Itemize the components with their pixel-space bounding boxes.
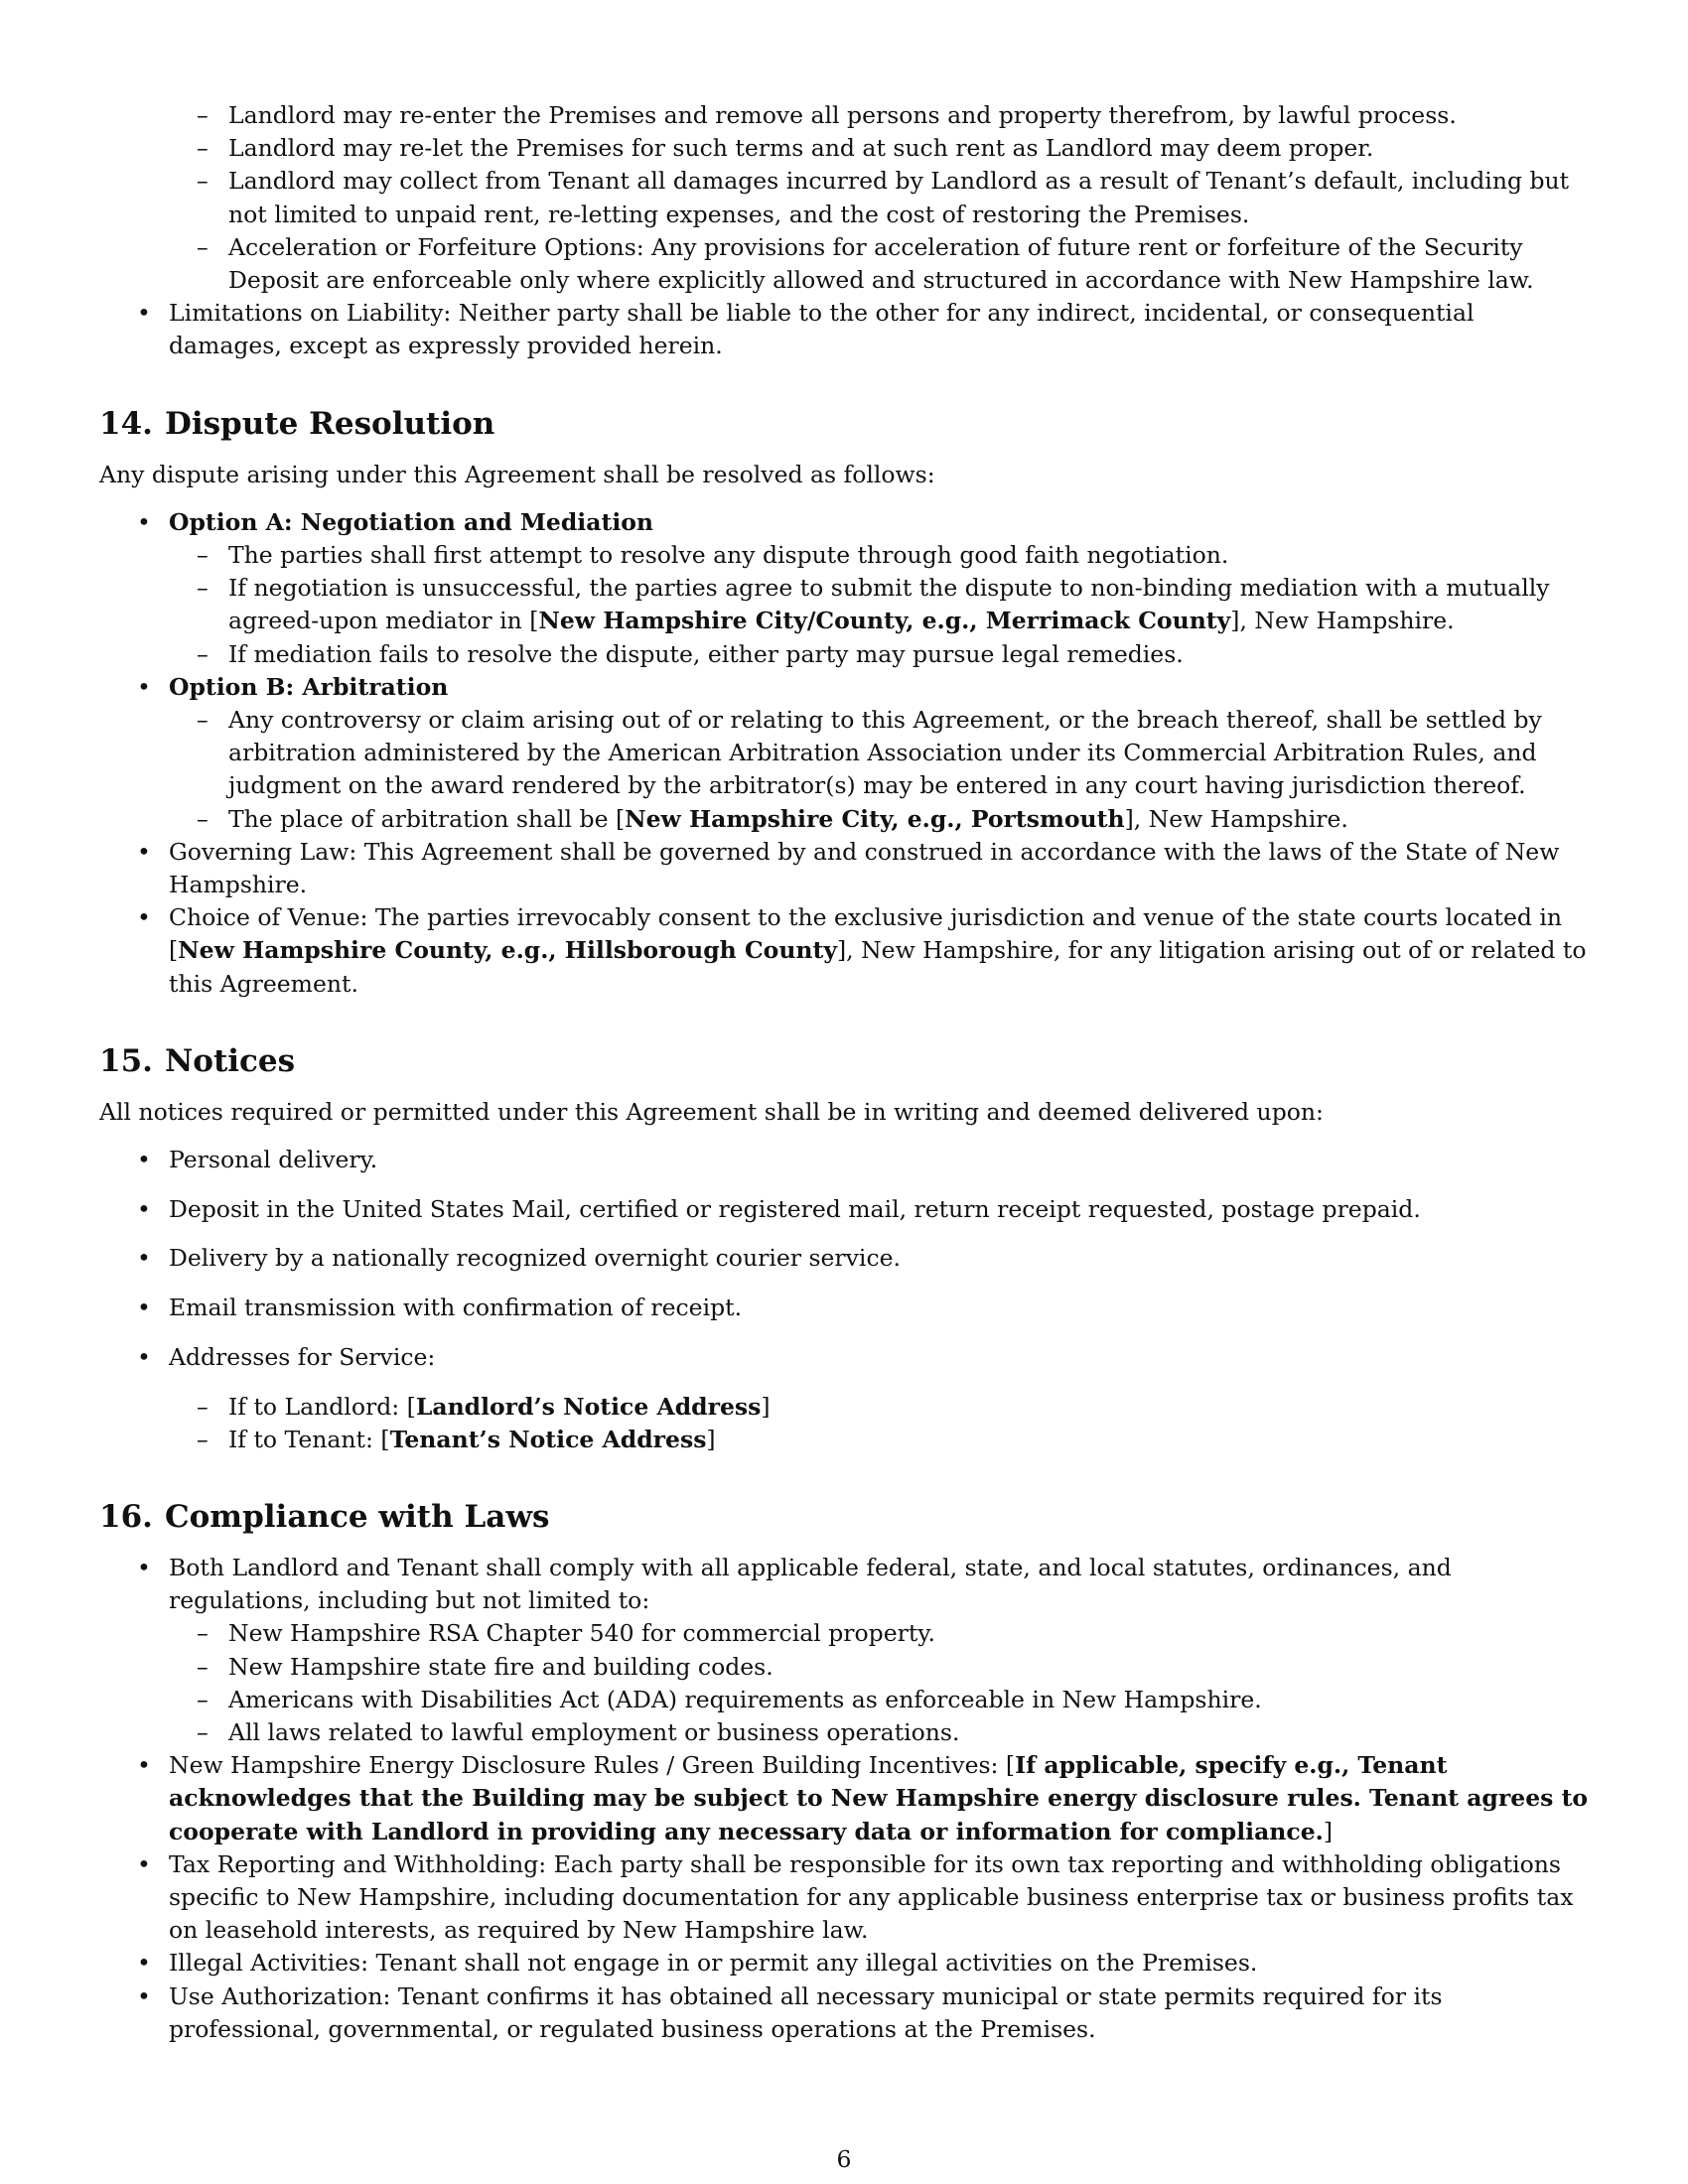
list-item: – Americans with Disabilities Act (ADA) requirements as enforceable in New Hampshire. [169,1684,1589,1716]
page-number: 6 [836,2145,852,2173]
list-item: – The place of arbitration shall be [New Hampshire City, e.g., Portsmouth], New Hampshire. [169,803,1589,836]
list-item: • Illegal Activities: Tenant shall not engage in or permit any illegal activities on the Premises. [99,1947,1589,1979]
list-item: • Choice of Venue: The parties irrevocably consent to the exclusive jurisdiction and venue of the state courts located in [New Hampshire County, e.g., Hillsborough County], New Hampshire, for any litigation arising out of or related to this Agreement. [99,901,1589,1001]
notices-list [99,1144,1589,1456]
list-item: – If negotiation is unsuccessful, the parties agree to submit the dispute to non-binding mediation with a mutually agreed-upon mediator in [New Hampshire City/County, e.g., Merrimack County], New Hampshire. [169,572,1589,637]
section-heading-14: 14. Dispute Resolution [99,405,495,442]
document-page [99,99,1589,2046]
placeholder-field: If applicable, specify e.g., Tenant acknowledges that the Building may be subject to New Hampshire energy disclosure rules. Tenant agrees to cooperate with Landlord in providing any necessary data or information for compliance. [169,1751,1589,1845]
placeholder-field: Tenant’s Notice Address [389,1425,707,1453]
liability-list [99,297,1589,362]
list-item: • Limitations on Liability: Neither party shall be liable to the other for any indirect, incidental, or consequential damages, except as expressly provided herein. [99,297,1589,362]
list-item: – Landlord may collect from Tenant all damages incurred by Landlord as a result of Tenant’s default, including but not limited to unpaid rent, re-letting expenses, and the cost of restoring the Premises. [99,165,1589,230]
list-item: – Acceleration or Forfeiture Options: Any provisions for acceleration of future rent or forfeiture of the Security Deposit are enforceable only where explicitly allowed and structured in accordance with New Hampshire law. [99,231,1589,297]
placeholder-field: Landlord’s Notice Address [415,1392,762,1421]
list-item: • New Hampshire Energy Disclosure Rules / Green Building Incentives: [If applicable, specify e.g., Tenant acknowledges that the Building may be subject to New Hampshire energy disclosure rules. Tenant agrees to cooperate with Landlord in providing any necessary data or information for compliance.] [99,1749,1589,1848]
list-item: • Addresses for Service: – If to Landlord: [Landlord’s Notice Address] – If to Tenant: [Tenant’s Notice Address] [99,1341,1589,1456]
section-intro: All notices required or permitted under this Agreement shall be in writing and deemed delivered upon: [99,1097,1324,1126]
option-title: Option B: Arbitration [169,672,449,701]
list-item: • Personal delivery. [99,1144,1589,1176]
list-item: – Landlord may re-enter the Premises and remove all persons and property therefrom, by lawful process. [99,99,1589,132]
section-heading-15: 15. Notices [99,1042,296,1079]
list-item: • Deposit in the United States Mail, certified or registered mail, return receipt requested, postage prepaid. [99,1193,1589,1226]
compliance-list [99,1552,1589,2046]
landlord-address: – If to Landlord: [Landlord’s Notice Address] [169,1391,1589,1424]
list-item: • Governing Law: This Agreement shall be governed by and construed in accordance with the laws of the State of New Hampshire. [99,836,1589,901]
list-item: – Landlord may re-let the Premises for such terms and at such rent as Landlord may deem proper. [99,132,1589,165]
address-list [169,1391,1589,1456]
list-item: – New Hampshire RSA Chapter 540 for commercial property. [169,1617,1589,1650]
list-item: – New Hampshire state fire and building codes. [169,1651,1589,1684]
option-title: Option A: Negotiation and Mediation [169,507,654,536]
placeholder-field: New Hampshire County, e.g., Hillsborough County [178,936,838,965]
section-intro: Any dispute arising under this Agreement shall be resolved as follows: [99,460,935,488]
section-heading-16: 16. Compliance with Laws [99,1499,550,1535]
placeholder-field: New Hampshire City, e.g., Portsmouth [625,804,1125,833]
tenant-address: – If to Tenant: [Tenant’s Notice Address] [169,1424,1589,1456]
option-b [99,671,1589,836]
list-item: – All laws related to lawful employment or business operations. [169,1716,1589,1749]
list-item: – The parties shall first attempt to resolve any dispute through good faith negotiation. [169,539,1589,572]
list-item: • Both Landlord and Tenant shall comply with all applicable federal, state, and local statutes, ordinances, and regulations, including but not limited to: – New Hampshire RSA Chapter 540 for commercial property. – New Hampshire state fire and building codes. – Americans with Disabilities Act (ADA) requirements as enforceable in New Hampshire. – All laws related to lawful employment or business operations. [99,1552,1589,1749]
list-item: • Email transmission with confirmation of receipt. [99,1292,1589,1324]
placeholder-field: New Hampshire City/County, e.g., Merrimack County [538,607,1231,635]
list-item: • Delivery by a nationally recognized overnight courier service. [99,1242,1589,1275]
list-item: • Tax Reporting and Withholding: Each party shall be responsible for its own tax reporting and withholding obligations specific to New Hampshire, including documentation for any applicable business enterprise tax or business profits tax on leasehold interests, as required by New Hampshire law. [99,1848,1589,1948]
option-a [99,506,1589,671]
list-item: – If mediation fails to resolve the dispute, either party may pursue legal remedies. [169,638,1589,671]
list-item: • Use Authorization: Tenant confirms it has obtained all necessary municipal or state permits required for its professional, governmental, or regulated business operations at the Premises. [99,1980,1589,2046]
list-item: – Any controversy or claim arising out of or relating to this Agreement, or the breach thereof, shall be settled by arbitration administered by the American Arbitration Association under its Commercial Arbitration Rules, and judgment on the award rendered by the arbitrator(s) may be entered in any court having jurisdiction thereof. [169,704,1589,803]
default-remedies-list [99,99,1589,297]
dispute-list [99,506,1589,1001]
